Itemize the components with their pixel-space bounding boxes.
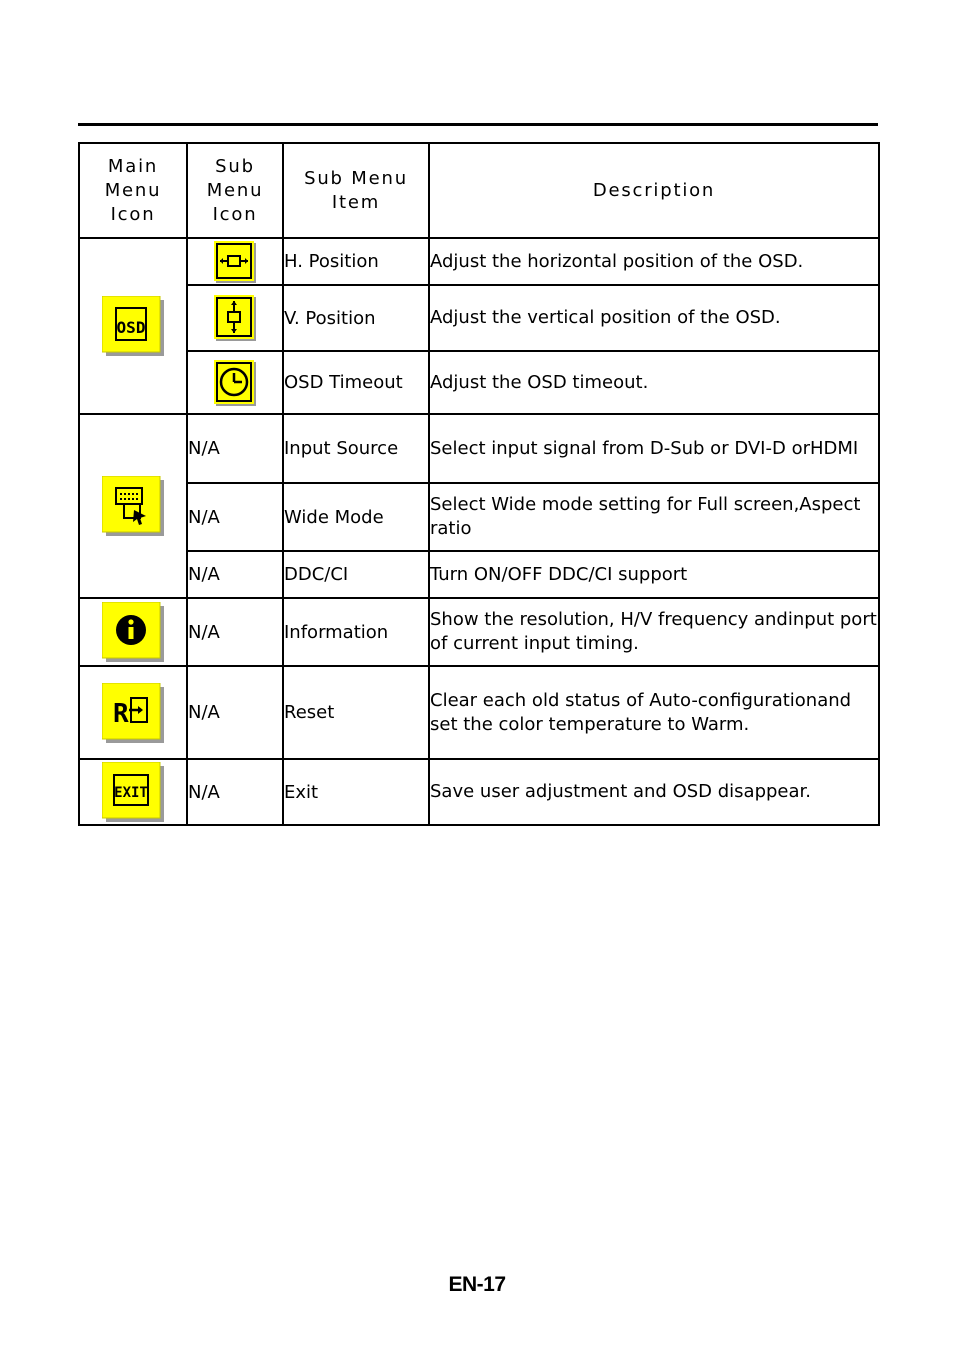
table-row xyxy=(79,759,879,825)
setting-input-icon xyxy=(102,476,164,536)
sub-icon-cell xyxy=(187,351,283,414)
description: Turn ON/OFF DDC/CI support xyxy=(429,551,879,598)
svg-text:EXIT: EXIT xyxy=(114,785,148,801)
sub-menu-item: Wide Mode xyxy=(283,483,429,551)
horizontal-position-icon xyxy=(214,241,256,283)
sub-menu-icon-na: N/A xyxy=(187,598,283,666)
description: Save user adjustment and OSD disappear. xyxy=(429,759,879,825)
top-rule xyxy=(78,123,878,126)
sub-icon-cell xyxy=(187,285,283,351)
table-row xyxy=(79,598,879,666)
description: Adjust the vertical position of the OSD. xyxy=(429,285,879,351)
sub-menu-item: DDC/CI xyxy=(283,551,429,598)
header-main-menu-icon: Main Menu Icon xyxy=(79,143,187,238)
sub-menu-icon-na: N/A xyxy=(187,666,283,759)
exit-icon-cell xyxy=(79,759,187,825)
page-number: EN-17 xyxy=(448,1273,506,1296)
header-sub-menu-item: Sub Menu Item xyxy=(283,143,429,238)
header-sub-menu-icon: Sub Menu Icon xyxy=(187,143,283,238)
sub-menu-item: Information xyxy=(283,598,429,666)
table-header-row xyxy=(79,143,879,238)
table-row xyxy=(79,414,879,483)
sub-menu-item: Exit xyxy=(283,759,429,825)
sub-menu-item: Reset xyxy=(283,666,429,759)
table-row xyxy=(79,238,879,285)
information-icon xyxy=(102,602,164,662)
reset-icon-cell xyxy=(79,666,187,759)
vertical-position-icon xyxy=(214,295,256,341)
description: Select input signal from D-Sub or DVI-D orHDMI xyxy=(429,414,879,483)
table-row xyxy=(79,351,879,414)
reset-icon xyxy=(102,683,164,743)
description: Select Wide mode setting for Full screen,Aspect ratio xyxy=(429,483,879,551)
osd-settings-icon xyxy=(102,296,164,356)
description: Show the resolution, H/V frequency andinput port of current input timing. xyxy=(429,598,879,666)
clock-icon xyxy=(214,360,256,406)
sub-icon-cell xyxy=(187,238,283,285)
osd-function-table xyxy=(78,142,880,826)
table-row xyxy=(79,551,879,598)
information-icon-cell xyxy=(79,598,187,666)
sub-menu-item: OSD Timeout xyxy=(283,351,429,414)
svg-text:OSD: OSD xyxy=(116,318,146,337)
description: Adjust the horizontal position of the OSD. xyxy=(429,238,879,285)
sub-menu-item: H. Position xyxy=(283,238,429,285)
table-row xyxy=(79,666,879,759)
sub-menu-item: V. Position xyxy=(283,285,429,351)
setting-input-icon-cell xyxy=(79,414,187,598)
description: Adjust the OSD timeout. xyxy=(429,351,879,414)
description: Clear each old status of Auto-configurationand set the color temperature to Warm. xyxy=(429,666,879,759)
header-description: Description xyxy=(429,143,879,238)
table-row xyxy=(79,285,879,351)
svg-text:R: R xyxy=(113,698,129,729)
exit-icon xyxy=(102,762,164,822)
sub-menu-icon-na: N/A xyxy=(187,483,283,551)
sub-menu-icon-na: N/A xyxy=(187,759,283,825)
table-row xyxy=(79,483,879,551)
osd-settings-icon-cell xyxy=(79,238,187,414)
sub-menu-icon-na: N/A xyxy=(187,414,283,483)
sub-menu-icon-na: N/A xyxy=(187,551,283,598)
sub-menu-item: Input Source xyxy=(283,414,429,483)
